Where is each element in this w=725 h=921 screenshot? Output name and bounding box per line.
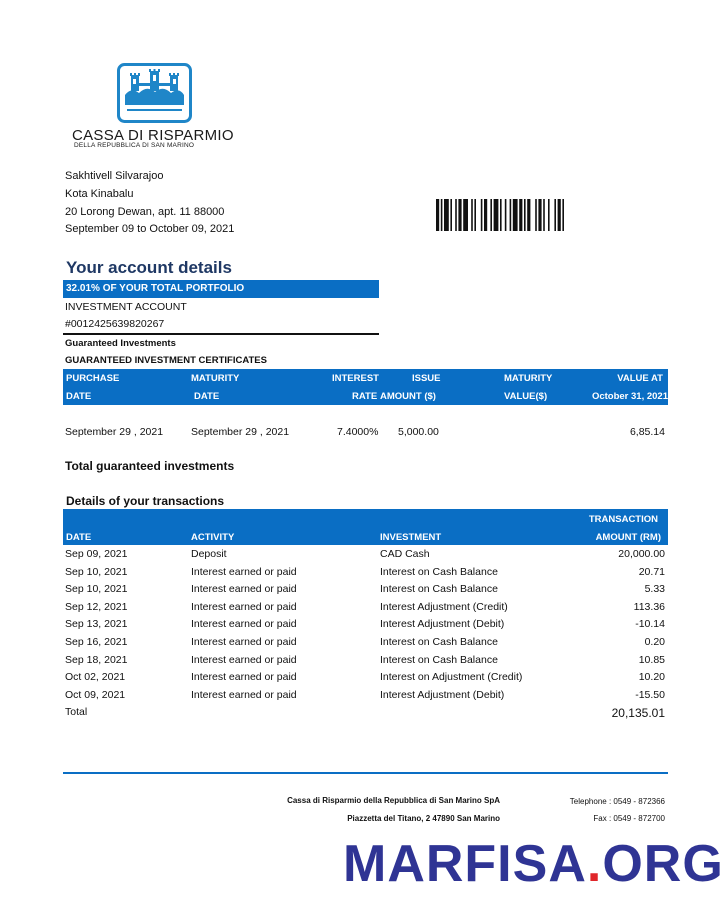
statement-period: September 09 to October 09, 2021: [65, 223, 235, 235]
barcode-bar: [554, 199, 556, 231]
customer-city: Kota Kinabalu: [65, 188, 134, 200]
barcode-bar: [494, 199, 499, 231]
gic-issue-amount: 5,000.00: [398, 426, 439, 438]
footer-company: Cassa di Risparmio della Repubblica di San Marino SpA: [287, 796, 500, 805]
tx-amount: 113.36: [633, 600, 665, 613]
tx-amount: 5.33: [644, 583, 665, 596]
barcode-bar: [490, 199, 492, 231]
barcode-bar: [543, 199, 545, 231]
barcode-bar: [474, 199, 476, 231]
barcode-bar: [524, 199, 526, 231]
barcode-bar: [455, 199, 457, 231]
footer-divider: [63, 772, 668, 774]
tx-date: Oct 02, 2021: [65, 671, 126, 684]
tx-header-date: DATE: [66, 532, 92, 543]
tx-date: Sep 16, 2021: [65, 636, 128, 648]
tx-date: Sep 13, 2021: [65, 618, 128, 631]
gic-header-maturity: MATURITY: [191, 373, 240, 384]
gic-header-issue: ISSUE: [412, 373, 441, 384]
bank-name: CASSA DI RISPARMIO: [72, 127, 234, 144]
tx-header-investment: INVESTMENT: [380, 532, 442, 543]
tx-activity: Interest earned or paid: [191, 618, 297, 631]
gic-header-amount: AMOUNT ($): [380, 391, 436, 402]
account-type: INVESTMENT ACCOUNT: [65, 301, 187, 313]
tx-amount: 20.71: [638, 565, 665, 578]
footer-telephone: Telephone : 0549 - 872366: [569, 797, 665, 806]
barcode-bar: [538, 199, 541, 231]
tx-amount: 10.20: [638, 671, 665, 684]
tx-investment: Interest on Cash Balance: [380, 565, 498, 578]
tx-investment: Interest Adjustment (Debit): [380, 618, 505, 631]
tx-activity: Interest earned or paid: [191, 583, 297, 596]
barcode: [436, 199, 622, 231]
section-gic: GUARANTEED INVESTMENT CERTIFICATES: [65, 355, 267, 366]
gic-value: 6,85.14: [629, 426, 665, 438]
bank-logo: [117, 63, 192, 123]
tx-total-amount: 20,135.01: [611, 706, 665, 720]
tx-amount: -10.14: [635, 618, 665, 631]
tx-investment: Interest on Cash Balance: [380, 653, 498, 666]
tx-investment: Interest on Cash Balance: [380, 636, 498, 648]
gic-header-date-value: October 31, 2021: [591, 391, 668, 402]
barcode-bar: [558, 199, 561, 231]
tx-activity: Interest earned or paid: [191, 688, 297, 701]
transactions-title: Details of your transactions: [66, 494, 225, 508]
barcode-bar: [450, 199, 452, 231]
tx-header-amount: AMOUNT (RM): [595, 532, 661, 543]
tx-investment: Interest Adjustment (Credit): [380, 600, 508, 613]
barcode-bar: [484, 199, 487, 231]
barcode-bar: [500, 199, 502, 231]
gic-maturity-date: September 29 , 2021: [191, 426, 290, 438]
gic-header-purchase-date: DATE: [66, 391, 92, 402]
watermark-main: MARFISA: [343, 835, 587, 893]
barcode-bar: [436, 199, 439, 231]
tx-activity: Interest earned or paid: [191, 636, 297, 648]
gic-purchase-date: September 29 , 2021: [65, 426, 164, 438]
tx-investment: Interest Adjustment (Debit): [380, 688, 505, 701]
tx-amount: 20,000.00: [618, 548, 665, 560]
customer-address: 20 Lorong Dewan, apt. 11 88000: [65, 206, 225, 218]
tx-date: Sep 12, 2021: [65, 600, 128, 613]
barcode-bar: [458, 199, 461, 231]
account-details-title: Your account details: [66, 258, 232, 277]
portfolio-banner: [63, 280, 379, 298]
barcode-bar: [527, 199, 530, 231]
gic-header-purchase: PURCHASE: [66, 373, 120, 384]
tx-amount: 10.85: [638, 653, 665, 666]
tx-total-label: Total: [65, 706, 88, 718]
tx-date: Oct 09, 2021: [65, 688, 126, 701]
account-number: #0012425639820267: [65, 318, 165, 330]
section-guaranteed-investments: Guaranteed Investments: [65, 338, 176, 349]
gic-header-maturity-date: DATE: [194, 391, 220, 402]
tx-date: Sep 10, 2021: [65, 583, 128, 596]
total-guaranteed-investments: Total guaranteed investments: [65, 459, 235, 473]
gic-header-value: VALUE($): [504, 391, 548, 402]
barcode-bar: [481, 199, 483, 231]
tx-activity: Interest earned or paid: [191, 653, 297, 666]
tx-date: Sep 09, 2021: [65, 548, 128, 560]
tx-header-transaction: TRANSACTION: [588, 514, 658, 525]
tx-amount: 0.20: [644, 636, 665, 648]
tx-amount: -15.50: [635, 688, 665, 701]
barcode-bar: [519, 199, 522, 231]
watermark: [343, 835, 724, 893]
footer-address: Piazzetta del Titano, 2 47890 San Marino: [347, 814, 500, 823]
barcode-bar: [562, 199, 564, 231]
barcode-bar: [463, 199, 468, 231]
barcode-bar: [535, 199, 537, 231]
gic-header-value-at: VALUE AT: [617, 373, 663, 384]
footer-fax: Fax : 0549 - 872700: [593, 814, 665, 823]
barcode-bar: [510, 199, 512, 231]
tx-date: Sep 18, 2021: [65, 653, 128, 666]
tx-activity: Interest earned or paid: [191, 565, 297, 578]
gic-interest-rate: 7.4000%: [337, 426, 379, 438]
bank-subtitle: DELLA REPUBBLICA DI SAN MARINO: [74, 142, 195, 149]
gic-header-interest: INTEREST: [332, 373, 379, 384]
barcode-bar: [548, 199, 550, 231]
gic-header-maturity-value: MATURITY: [504, 373, 553, 384]
tx-investment: CAD Cash: [380, 548, 430, 560]
tx-investment: Interest on Adjustment (Credit): [380, 671, 523, 684]
barcode-bar: [471, 199, 473, 231]
tx-activity: Deposit: [191, 548, 227, 560]
portfolio-text: 32.01% OF YOUR TOTAL PORTFOLIO: [66, 283, 245, 294]
barcode-bar: [513, 199, 518, 231]
barcode-bar: [441, 199, 443, 231]
gic-header-rate: RATE: [352, 391, 378, 402]
divider: [63, 333, 379, 335]
tx-activity: Interest earned or paid: [191, 600, 297, 613]
customer-name: Sakhtivell Silvarajoo: [65, 170, 164, 182]
tx-date: Sep 10, 2021: [65, 565, 128, 578]
barcode-bar: [444, 199, 449, 231]
tx-activity: Interest earned or paid: [191, 671, 297, 684]
tx-investment: Interest on Cash Balance: [380, 583, 498, 596]
tx-header-activity: ACTIVITY: [191, 532, 235, 543]
watermark-tail: ORG: [602, 835, 724, 893]
watermark-dot: .: [586, 835, 603, 893]
barcode-bar: [505, 199, 507, 231]
